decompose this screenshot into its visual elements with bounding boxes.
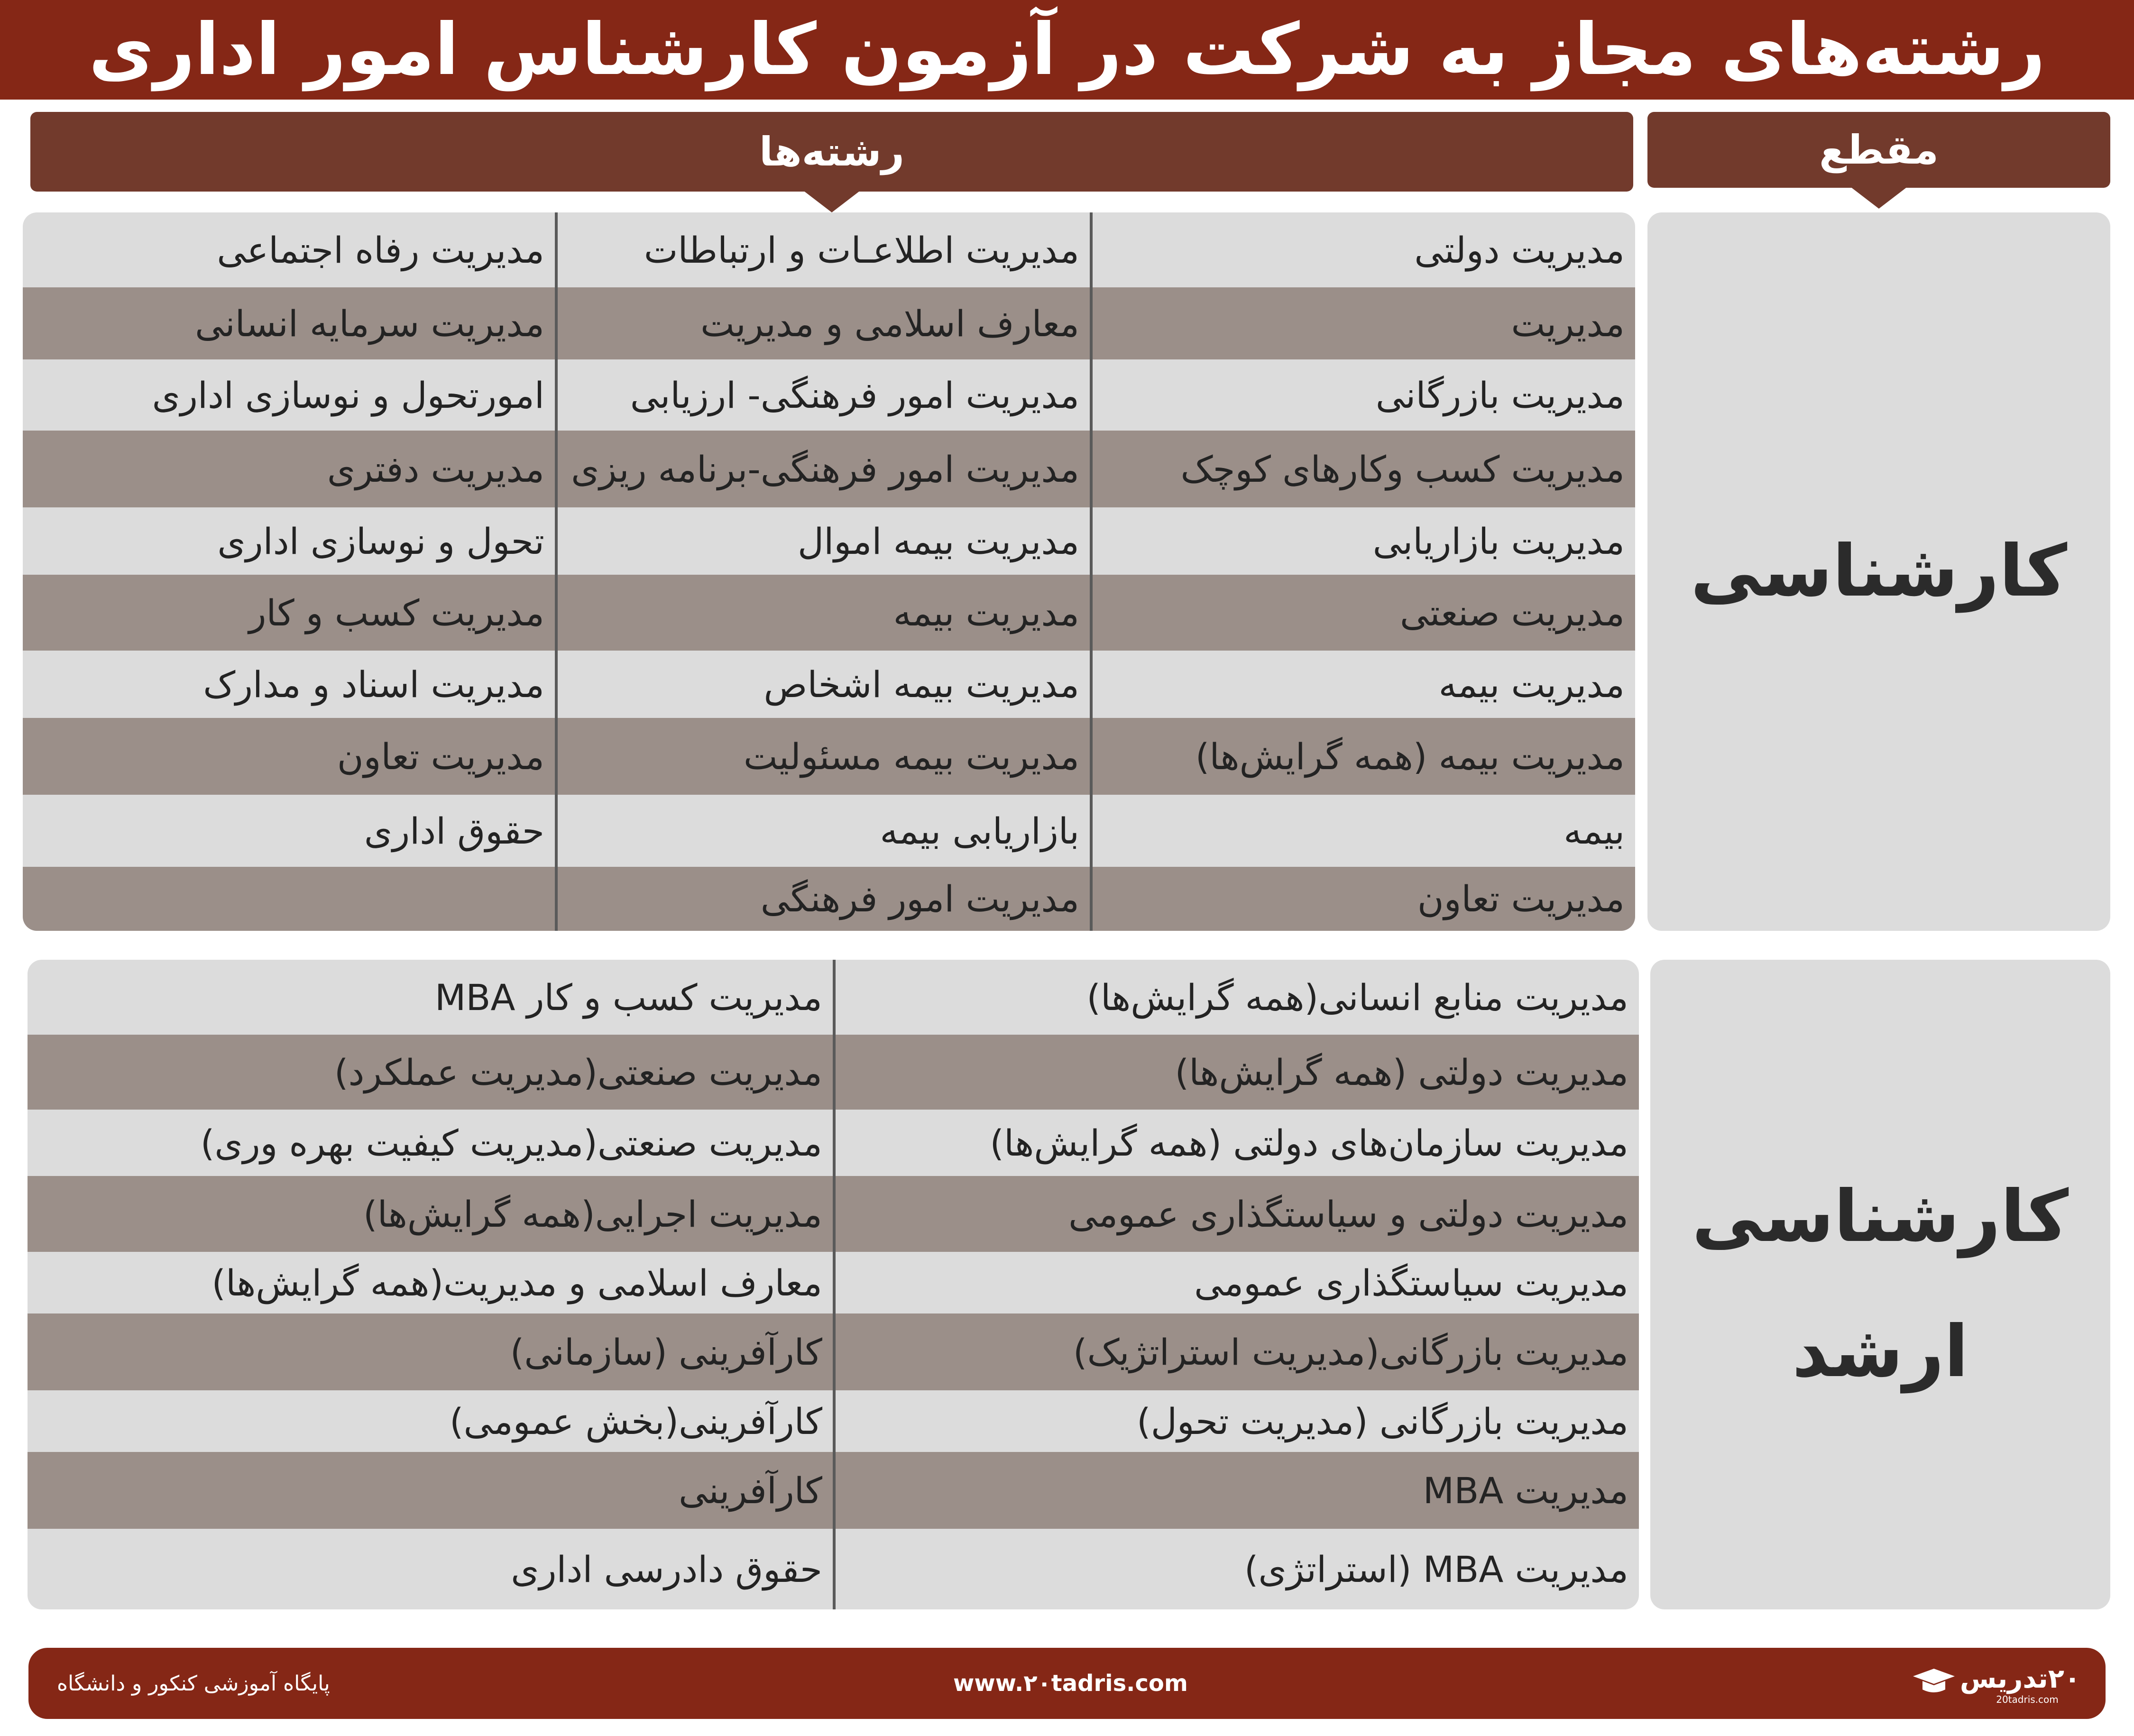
major-cell: مدیریت رفاه اجتماعی [217,229,544,271]
table-row [23,359,1635,431]
major-cell: کارآفرینی [679,1469,822,1512]
major-cell: حقوق اداری [364,809,544,852]
major-cell: مدیریت تعاون [1417,878,1625,920]
table-row [23,287,1635,359]
master-level-label-line2: ارشد [1792,1311,1968,1393]
majors-header-label: رشته‌ها [759,129,904,175]
major-cell: بیمه [1564,809,1625,852]
master-level-label-line1: کارشناسی [1692,1176,2069,1258]
major-cell: مدیریت سازمان‌های دولتی (همه گرایش‌ها) [990,1121,1628,1164]
major-cell: تحول و نوسازی اداری [217,520,544,562]
major-cell: مدیریت کسب وکارهای کوچک [1180,448,1625,490]
major-cell: مدیریت بازاریابی [1372,520,1625,562]
column-divider [833,960,836,1609]
major-cell: مدیریت اسناد و مدارک [203,663,544,706]
footer-url[interactable]: www.۲۰tadris.com [953,1670,1188,1697]
majors-header-arrow [803,191,860,212]
footer-bar [28,1648,2106,1719]
major-cell: بازاریابی بیمه [880,809,1079,852]
major-cell: حقوق دادرسی اداری [511,1548,822,1590]
major-cell: مدیریت سرمایه انسانی [195,302,544,345]
site-logo-subtext: 20tadris.com [1996,1694,2059,1705]
bachelor-level-label: کارشناسی [1690,530,2068,613]
major-cell: مدیریت بیمه اموال [798,520,1079,562]
footer-tagline: پایگاه آموزشی کنکور و دانشگاه [57,1671,330,1696]
master-majors-table [28,960,1639,1609]
major-cell: مدیریت صنعتی(مدیریت عملکرد) [334,1051,822,1093]
master-level-cell [1650,960,2110,1609]
major-cell: مدیریت بازرگانی [1375,374,1625,416]
major-cell: مدیریت بیمه [1438,663,1625,706]
column-divider [1090,212,1093,931]
column-divider [555,212,558,931]
major-cell: مدیریت بازرگانی(مدیریت استراتژیک) [1073,1331,1628,1373]
major-cell: مدیریت سیاستگذاری عمومی [1194,1261,1628,1304]
table-row [23,867,1635,931]
major-cell: مدیریت اطلاعـات و ارتباطات [644,229,1079,271]
major-cell [23,867,555,931]
major-cell: مدیریت کسب و کار [248,591,544,634]
major-cell: مدیریت اجرایی(همه گرایش‌ها) [363,1193,822,1235]
table-row [23,795,1635,867]
major-cell: مدیریت کسب و کار MBA [434,976,822,1019]
major-cell: مدیریت منابع انسانی(همه گرایش‌ها) [1086,976,1628,1019]
level-header-arrow [1850,187,1907,209]
page-title: رشته‌های مجاز به شرکت در آزمون کارشناس امور اداری [0,0,2134,100]
table-row [23,431,1635,507]
bachelor-level-cell [1647,212,2110,931]
table-row [23,651,1635,718]
site-logo [1906,1660,2087,1708]
table-row [23,507,1635,575]
table-row [23,212,1635,287]
major-cell: مدیریت بیمه اشخاص [763,663,1079,706]
bachelor-majors-table [23,212,1635,931]
major-cell: مدیریت صنعتی(مدیریت کیفیت بهره وری) [200,1121,822,1164]
major-cell: مدیریت بیمه مسئولیت [744,735,1079,778]
table-row [23,575,1635,651]
major-cell: مدیریت تعاون [337,735,544,778]
major-cell: مدیریت بازرگانی (مدیریت تحول) [1137,1400,1628,1442]
majors-header [30,112,1633,192]
level-header-label: مقطع [1819,127,1939,173]
major-cell: مدیریت دفتری [327,448,544,490]
major-cell: مدیریت دولتی و سیاستگذاری عمومی [1068,1193,1628,1235]
major-cell: مدیریت دولتی (همه گرایش‌ها) [1175,1051,1628,1093]
major-cell: مدیریت بیمه [893,591,1079,634]
major-cell: مدیریت دولتی [1414,229,1625,271]
site-logo-text: ۲۰تدریس [1959,1663,2081,1694]
table-row [23,718,1635,795]
major-cell: امورتحول و نوسازی اداری [152,374,544,416]
major-cell: کارآفرینی(بخش عمومی) [449,1400,822,1442]
level-header [1647,112,2110,188]
major-cell: مدیریت MBA (استراتژی) [1244,1548,1628,1590]
major-cell: کارآفرینی (سازمانی) [510,1331,822,1373]
major-cell: مدیریت امور فرهنگی-برنامه ریزی [571,448,1079,490]
major-cell: معارف اسلامی و مدیریت(همه گرایش‌ها) [212,1261,822,1304]
major-cell: معارف اسلامی و مدیریت [700,302,1079,345]
major-cell: مدیریت امور فرهنگی- ارزیابی [630,374,1079,416]
major-cell: مدیریت بیمه (همه گرایش‌ها) [1195,735,1625,778]
major-cell: مدیریت امور فرهنگی [760,878,1079,920]
major-cell: مدیریت MBA [1423,1469,1628,1512]
major-cell: مدیریت [1511,302,1625,345]
major-cell: مدیریت صنعتی [1399,591,1625,634]
